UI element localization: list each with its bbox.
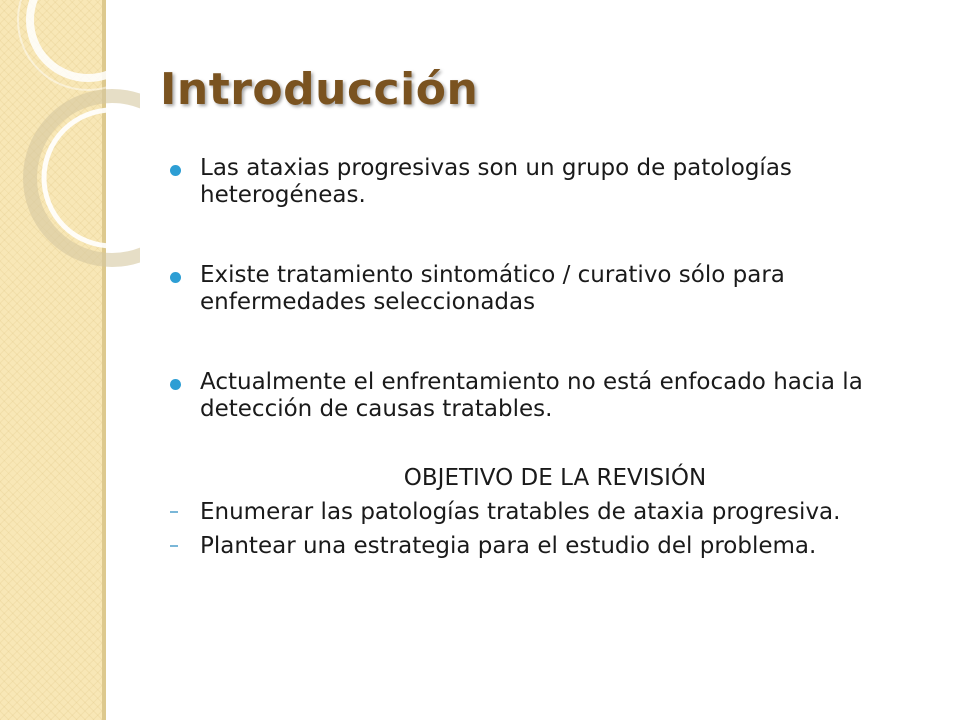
bullet-dot-icon [170,272,181,283]
bullet-item [170,155,910,209]
bullet-dot-icon [170,165,181,176]
dash-icon [170,545,178,547]
bullet-text: Actualmente el enfrentamiento no está enfocado hacia la detección de causas tratables. [200,369,863,422]
decorative-circles [0,0,140,300]
objective-item [170,499,910,526]
objective-text: Plantear una estrategia para el estudio del problema. [200,533,817,559]
bullet-text: Las ataxias progresivas son un grupo de patologías heterogéneas. [200,155,792,208]
bullet-text: Existe tratamiento sintomático / curativo sólo para enfermedades seleccionadas [200,262,785,315]
objective-item [170,533,910,560]
slide-title: Introducción [160,64,479,115]
bullet-dot-icon [170,379,181,390]
dash-icon [170,511,178,513]
slide-content [170,155,910,560]
objective-heading: OBJETIVO DE LA REVISIÓN [403,465,707,491]
objective-text: Enumerar las patologías tratables de ataxia progresiva. [200,499,841,525]
bullet-item [170,369,910,423]
bullet-item [170,262,910,316]
